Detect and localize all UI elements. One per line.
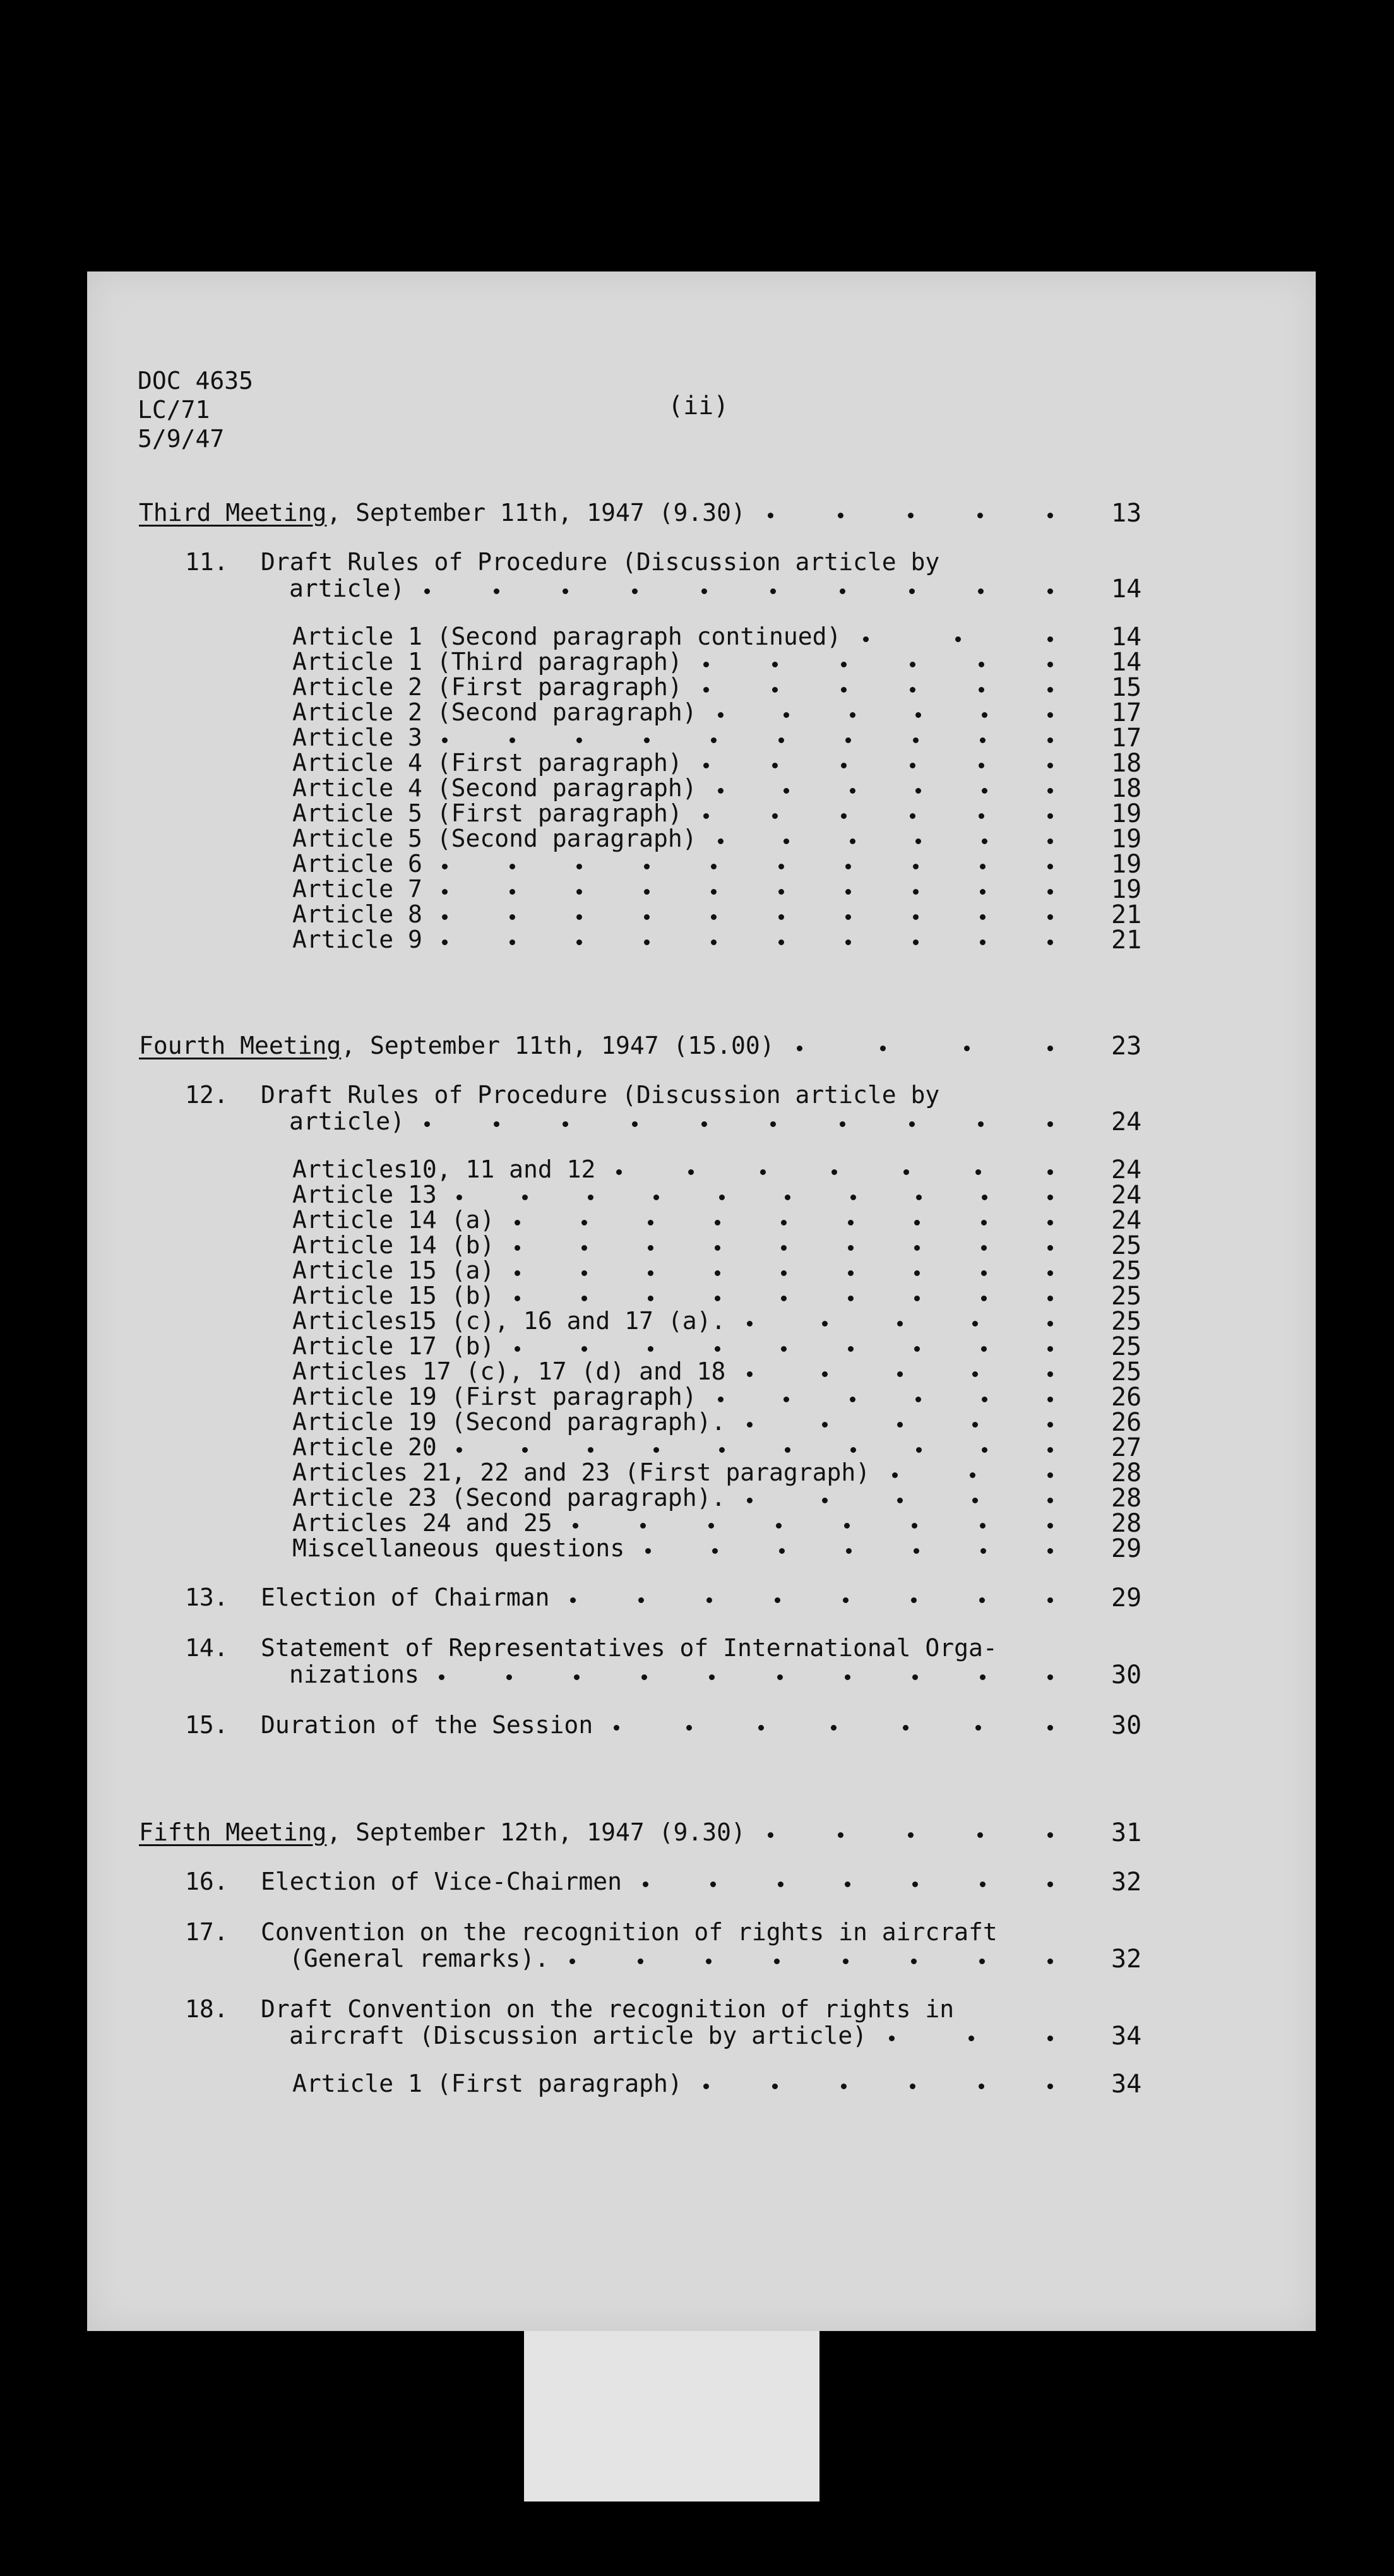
- item-number: 17.: [185, 1918, 229, 1946]
- item-number: 12.: [185, 1081, 229, 1109]
- dot-leader: [703, 687, 1053, 693]
- item-text: Convention on the recognition of rights in aircraft: [261, 1918, 998, 1946]
- dot-leader: [703, 813, 1053, 819]
- dot-leader: [718, 838, 1053, 844]
- sub-item-label: Article 1 (Third paragraph): [292, 648, 682, 676]
- dot-leader: [515, 1245, 1053, 1251]
- meeting-title-line: [139, 499, 746, 527]
- meeting-date: , September 11th, 1947 (15.00): [341, 1032, 775, 1059]
- sub-item-label: Article 4 (First paragraph): [292, 749, 682, 777]
- meeting-date: , September 12th, 1947 (9.30): [326, 1818, 746, 1846]
- page-ref: 13: [1111, 499, 1142, 528]
- dot-leader: [768, 1832, 1053, 1838]
- item-number: 11.: [185, 548, 229, 576]
- page-ref: 24: [1111, 1107, 1142, 1136]
- dot-leader: [768, 513, 1053, 518]
- page-ref: 28: [1111, 1509, 1142, 1538]
- sub-item-label: Article 5 (Second paragraph): [292, 825, 697, 852]
- page-ref: 14: [1111, 575, 1142, 604]
- sub-item-label: Miscellaneous questions: [292, 1534, 625, 1562]
- item-text: Draft Convention on the recognition of rights in: [261, 1995, 955, 2023]
- sub-item-label: Article 2 (Second paragraph): [292, 698, 697, 726]
- dot-leader: [892, 1472, 1053, 1478]
- item-number: 14.: [185, 1634, 229, 1662]
- dot-leader: [747, 1422, 1053, 1428]
- meeting-title: Fifth Meeting: [139, 1818, 327, 1846]
- page-number: (ii): [668, 391, 729, 420]
- page-ref: 23: [1111, 1032, 1142, 1061]
- item-number: 13.: [185, 1583, 229, 1611]
- page-ref: 17: [1111, 698, 1142, 727]
- dot-leader: [703, 2084, 1053, 2089]
- page-ref: 15: [1111, 673, 1142, 702]
- table-of-contents: [87, 271, 1316, 2331]
- sub-item-label: Article 13: [292, 1181, 437, 1208]
- sub-item-label: Article 4 (Second paragraph): [292, 774, 697, 802]
- dot-leader: [442, 737, 1053, 743]
- meeting-title: Third Meeting: [139, 499, 327, 527]
- dot-leader: [718, 712, 1053, 718]
- dot-leader: [703, 763, 1053, 768]
- dot-leader: [797, 1046, 1053, 1051]
- page-ref: 18: [1111, 774, 1142, 803]
- page-ref: 26: [1111, 1383, 1142, 1412]
- dot-leader: [747, 1498, 1053, 1503]
- page-ref: 34: [1111, 2022, 1142, 2051]
- sub-item-label: Article 20: [292, 1433, 437, 1461]
- sub-item-label: Articles 21, 22 and 23 (First paragraph): [292, 1458, 871, 1486]
- dot-leader: [718, 1397, 1053, 1402]
- sub-item-label: Article 2 (First paragraph): [292, 673, 682, 701]
- item-text: Draft Rules of Procedure (Discussion article by: [261, 548, 940, 576]
- page-ref: 24: [1111, 1206, 1142, 1235]
- page-ref: 28: [1111, 1458, 1142, 1488]
- page-ref: 29: [1111, 1534, 1142, 1563]
- sub-item-label: Articles 24 and 25: [292, 1509, 552, 1537]
- dot-leader: [439, 1674, 1053, 1680]
- item-text: Duration of the Session: [261, 1711, 593, 1739]
- page-ref: 32: [1111, 1945, 1142, 1974]
- page-ref: 26: [1111, 1408, 1142, 1437]
- sub-item-label: Article 15 (a): [292, 1256, 495, 1284]
- page-ref: 24: [1111, 1155, 1142, 1184]
- item-number: 16.: [185, 1868, 229, 1895]
- sub-item-label: Article 9: [292, 926, 422, 953]
- dot-leader: [703, 662, 1053, 667]
- sub-item-label: Article 19 (First paragraph): [292, 1383, 697, 1410]
- document-page: [87, 271, 1316, 2331]
- dot-leader: [456, 1195, 1053, 1200]
- dot-leader: [616, 1169, 1053, 1175]
- sub-item-label: Article 23 (Second paragraph).: [292, 1484, 726, 1512]
- dot-leader: [424, 588, 1053, 594]
- page-ref: 31: [1111, 1818, 1142, 1847]
- dot-leader: [442, 889, 1053, 895]
- page-ref: 19: [1111, 850, 1142, 879]
- item-number: 18.: [185, 1995, 229, 2023]
- sub-item-label: Article 8: [292, 900, 422, 928]
- dot-leader: [747, 1371, 1053, 1377]
- page-ref: 19: [1111, 799, 1142, 828]
- sub-item-label: Article 6: [292, 850, 422, 878]
- meeting-title-line: [139, 1032, 775, 1059]
- page-ref: 25: [1111, 1256, 1142, 1285]
- page-ref: 19: [1111, 825, 1142, 854]
- sub-item-label: Article 19 (Second paragraph).: [292, 1408, 726, 1436]
- page-ref: 29: [1111, 1583, 1142, 1613]
- item-text: Statement of Representatives of International Orga-: [261, 1634, 998, 1662]
- dot-leader: [515, 1296, 1053, 1301]
- dot-leader: [889, 2036, 1053, 2041]
- item-text: Election of Vice-Chairmen: [261, 1868, 622, 1895]
- page-ref: 18: [1111, 749, 1142, 778]
- page-ref: 34: [1111, 2070, 1142, 2099]
- item-text: article): [289, 575, 405, 602]
- sub-item-label: Article 1 (First paragraph): [292, 2070, 682, 2097]
- sub-item-label: Article 5 (First paragraph): [292, 799, 682, 827]
- sub-item-label: Article 7: [292, 875, 422, 903]
- meeting-date: , September 11th, 1947 (9.30): [326, 499, 746, 527]
- sub-item-label: Article 1 (Second paragraph continued): [292, 623, 842, 650]
- item-text: Draft Rules of Procedure (Discussion article by: [261, 1081, 940, 1109]
- page-ref: 19: [1111, 875, 1142, 904]
- dot-leader: [515, 1346, 1053, 1352]
- dot-leader: [863, 636, 1053, 642]
- page-ref: 30: [1111, 1661, 1142, 1690]
- page-ref: 25: [1111, 1332, 1142, 1361]
- sub-item-label: Article 14 (a): [292, 1206, 495, 1234]
- dot-leader: [442, 939, 1053, 945]
- sub-item-label: Article 17 (b): [292, 1332, 495, 1360]
- page-ref: 14: [1111, 648, 1142, 677]
- dot-leader: [442, 864, 1053, 869]
- page-ref: 30: [1111, 1711, 1142, 1740]
- sub-item-label: Articles10, 11 and 12: [292, 1155, 596, 1183]
- item-text: aircraft (Discussion article by article): [289, 2022, 867, 2049]
- sub-item-label: Article 14 (b): [292, 1231, 495, 1259]
- page-ref: 27: [1111, 1433, 1142, 1462]
- item-text: Election of Chairman: [261, 1583, 550, 1611]
- page-ref: 21: [1111, 926, 1142, 955]
- dot-leader: [515, 1220, 1053, 1225]
- dot-leader: [645, 1548, 1053, 1554]
- page-ref: 25: [1111, 1357, 1142, 1386]
- meeting-title-line: [139, 1818, 746, 1846]
- page-ref: 25: [1111, 1307, 1142, 1336]
- dot-leader: [569, 1959, 1053, 1964]
- page-ref: 24: [1111, 1181, 1142, 1210]
- page-ref: 32: [1111, 1868, 1142, 1897]
- page-ref: 28: [1111, 1484, 1142, 1513]
- meeting-title: Fourth Meeting: [139, 1032, 342, 1059]
- dot-leader: [456, 1447, 1053, 1453]
- doc-ref-line: 5/9/47: [138, 425, 225, 453]
- dot-leader: [718, 788, 1053, 794]
- page-ref: 25: [1111, 1231, 1142, 1260]
- paper-tab: [524, 2331, 819, 2501]
- dot-leader: [515, 1270, 1053, 1276]
- item-text: nizations: [289, 1661, 419, 1688]
- sub-item-label: Article 3: [292, 724, 422, 751]
- dot-leader: [614, 1725, 1053, 1731]
- doc-ref-line: LC/71: [138, 396, 210, 424]
- dot-leader: [573, 1523, 1053, 1529]
- page-ref: 17: [1111, 724, 1142, 753]
- item-text: article): [289, 1107, 405, 1135]
- dot-leader: [747, 1321, 1053, 1327]
- item-text: (General remarks).: [289, 1945, 549, 1972]
- page-ref: 21: [1111, 900, 1142, 929]
- sub-item-label: Articles 17 (c), 17 (d) and 18: [292, 1357, 726, 1385]
- sub-item-label: Article 15 (b): [292, 1282, 495, 1309]
- doc-ref-line: DOC 4635: [138, 367, 254, 395]
- dot-leader: [643, 1881, 1053, 1887]
- sub-item-label: Articles15 (c), 16 and 17 (a).: [292, 1307, 726, 1335]
- dot-leader: [570, 1597, 1053, 1603]
- dot-leader: [442, 914, 1053, 920]
- dot-leader: [424, 1121, 1053, 1127]
- page-ref: 25: [1111, 1282, 1142, 1311]
- item-number: 15.: [185, 1711, 229, 1739]
- page-ref: 14: [1111, 623, 1142, 652]
